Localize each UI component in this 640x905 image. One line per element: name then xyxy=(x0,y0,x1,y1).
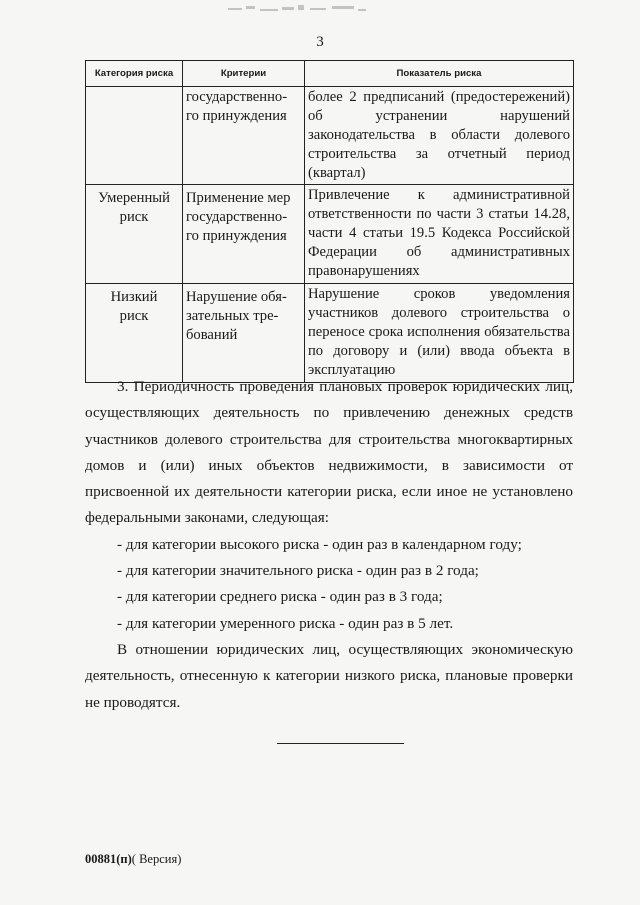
row-criteria: Нарушение обя- зательных тре- бований xyxy=(183,284,305,383)
table-row xyxy=(86,87,574,185)
paragraph-low-risk: В отношении юридических лиц, осуществляющих экономическую деятельность, отнесенную к категории низкого риска, плановые проверки не проводятся. xyxy=(85,640,573,711)
table-row xyxy=(86,185,574,284)
header-criteria: Критерии xyxy=(183,61,305,87)
paragraph-3-inspection-frequency: 3. Периодичность проведения плановых проверок юридических лиц, осуществляющих деятельность по привлечению денежных средств участников долевого строительства для строительства многоквартирных домов и (или) иных объектов недвижимости, в зависимости от присвоенной их деятельности категории риска, если иное не установлено федеральными законами, следующая: xyxy=(85,378,573,527)
row-category: Низкий риск xyxy=(86,284,183,383)
row-indicator: более 2 предписаний (предостережений) об устранении нарушений законодательства в области долевого строительства за отчетный период (квартал) xyxy=(305,87,574,185)
list-item-moderate-risk: - для категории умеренного риска - один раз в 5 лет. xyxy=(117,614,454,632)
row-category xyxy=(86,87,183,185)
list-item-medium-risk: - для категории среднего риска - один раз в 3 года; xyxy=(117,588,443,606)
header-risk-category: Категория риска xyxy=(86,61,183,87)
document-body xyxy=(85,374,573,716)
footer-document-code: 00881(п) xyxy=(85,852,132,866)
row-indicator: Привлечение к административной ответственности по части 3 статьи 14.28, части 4 статьи 19.5 Кодекса Российской Федерации об административных правонарушениях xyxy=(305,185,574,284)
row-indicator: Нарушение сроков уведомления участников долевого строительства о переносе срока исполнения обязательства по договору и (или) ввода объекта в эксплуатацию xyxy=(305,284,574,383)
row-category: Умеренный риск xyxy=(86,185,183,284)
risk-category-table xyxy=(85,60,574,383)
document-footer xyxy=(85,852,181,867)
table-row xyxy=(86,284,574,383)
row-criteria: государственно- го принуждения xyxy=(183,87,305,185)
list-item-high-risk: - для категории высокого риска - один раз в календарном году; xyxy=(117,535,522,553)
table-header-row xyxy=(86,61,574,87)
header-risk-indicator: Показатель риска xyxy=(305,61,574,87)
end-divider-line xyxy=(277,743,404,744)
row-criteria: Применение мер государственно- го принуждения xyxy=(183,185,305,284)
scan-artifact-marks xyxy=(222,0,372,22)
page-number: 3 xyxy=(316,34,324,50)
footer-version: ( Версия) xyxy=(131,852,182,866)
list-item-significant-risk: - для категории значительного риска - один раз в 2 года; xyxy=(117,562,479,580)
